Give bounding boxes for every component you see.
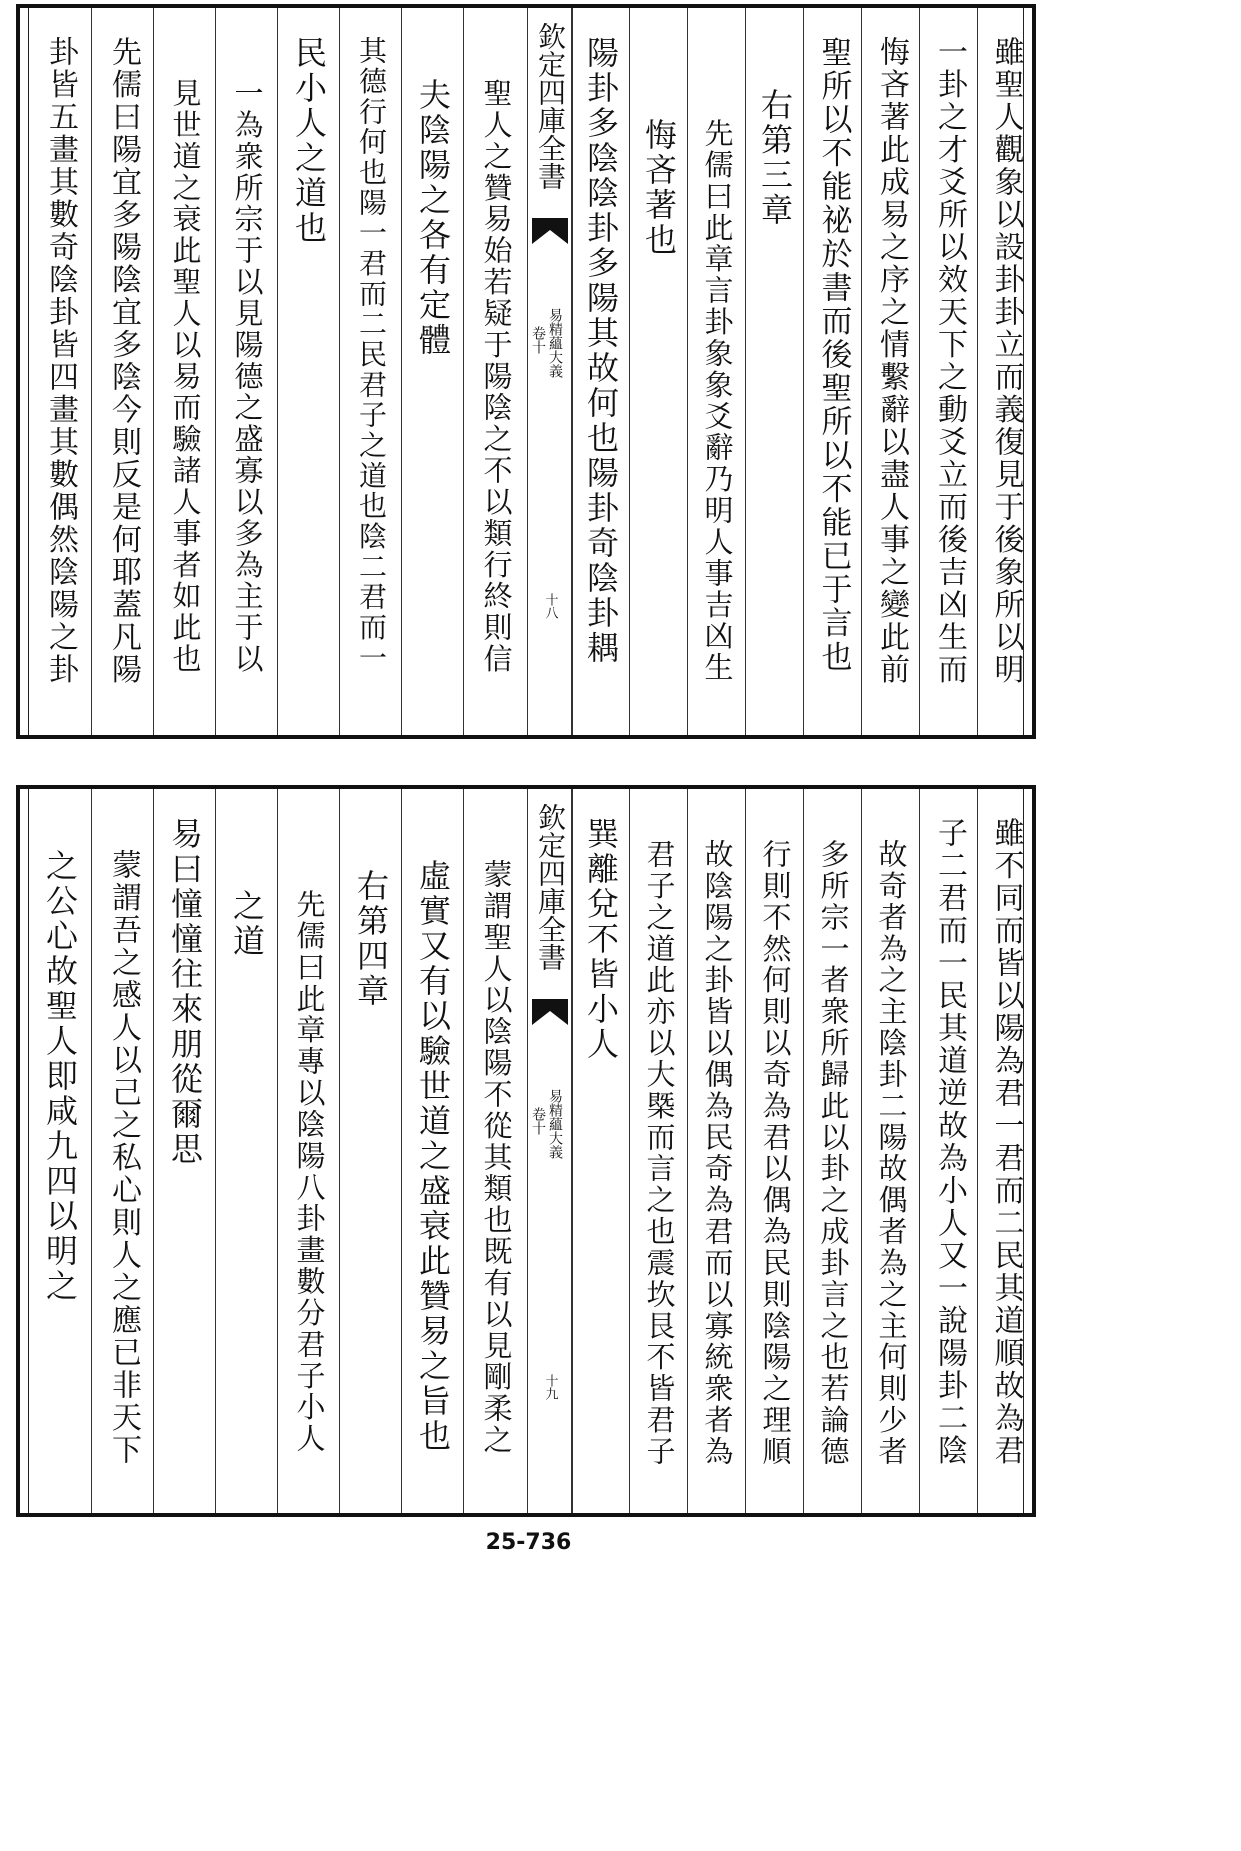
text-column [629, 789, 688, 1513]
top-page-text-frame [28, 8, 1024, 735]
text-column [463, 789, 528, 1513]
text-column [401, 8, 464, 735]
column-text: 虛實又有以驗世道之盛衰此贊易之旨也 [414, 859, 452, 1454]
column-text: 巽離兌不皆小人 [582, 817, 620, 1062]
column-text: 先儒曰此章專以陰陽八卦畫數分君子小人 [292, 889, 327, 1455]
column-text: 多所宗一者衆所歸此以卦之成卦言之也若論德 [816, 839, 851, 1468]
text-column [153, 789, 216, 1513]
text-column [401, 789, 464, 1513]
column-text: 蒙謂聖人以陰陽不從其類也既有以見剛柔之 [479, 859, 514, 1456]
center-header-strip [527, 8, 573, 735]
fish-tail-mark-icon [532, 218, 568, 244]
column-text: 聖所以不能祕於書而後聖所以不能已于言也 [815, 36, 852, 675]
text-column [571, 789, 630, 1513]
column-text: 右第三章 [756, 88, 794, 228]
column-text: 之道 [228, 889, 266, 959]
column-text: 聖人之贊易始若疑于陽陰之不以類行終則信 [479, 78, 514, 675]
text-column [571, 8, 630, 735]
column-text: 易曰憧憧往來朋從爾思 [166, 817, 204, 1167]
text-column [339, 8, 402, 735]
text-column [629, 8, 688, 735]
text-column [803, 8, 862, 735]
text-column [919, 789, 978, 1513]
column-text: 雖聖人觀象以設卦卦立而義復見于後象所以明 [988, 36, 1024, 686]
text-column [91, 8, 154, 735]
column-text: 故奇者為之主陰卦二陽故偶者為之主何則少者 [874, 839, 909, 1468]
text-column [803, 789, 862, 1513]
text-column [463, 8, 528, 735]
column-text: 先儒曰陽宜多陽陰宜多陰今則反是何耶蓋凡陽 [106, 36, 141, 686]
text-column [29, 8, 91, 735]
volume-page-reference: 25-736 [485, 1530, 572, 1555]
column-text: 卦皆五畫其數奇陰卦皆四畫其數偶然陰陽之卦 [43, 36, 78, 686]
book-series-title: 欽定四庫全書 [534, 22, 567, 190]
column-text: 蒙謂吾之感人以己之私心則人之應已非天下 [106, 849, 141, 1467]
column-text: 之公心故聖人即咸九四以明之 [41, 849, 79, 1304]
volume-number: 卷十 [530, 326, 546, 354]
column-text: 先儒曰此章言卦象象爻辭乃明人事吉凶生 [700, 118, 735, 684]
top-page [16, 4, 1036, 739]
text-column [29, 789, 91, 1513]
text-column [339, 789, 402, 1513]
column-text: 右第四章 [352, 869, 390, 1009]
column-text: 一為衆所宗于以見陽德之盛寡以多為主于以 [230, 78, 265, 675]
text-column [861, 789, 920, 1513]
text-column [745, 789, 804, 1513]
column-text: 雖不同而皆以陽為君一君而二民其道順故為君 [988, 817, 1024, 1467]
text-column [745, 8, 804, 735]
fish-tail-mark-icon [532, 999, 568, 1025]
volume-number: 卷十 [530, 1107, 546, 1135]
text-column [861, 8, 920, 735]
text-column [919, 8, 978, 735]
column-text: 君子之道此亦以大槩而言之也震坎艮不皆君子 [642, 839, 677, 1468]
leaf-number: 十九 [542, 1374, 558, 1400]
text-column [215, 8, 278, 735]
column-text: 民小人之道也 [290, 36, 328, 246]
leaf-number: 十八 [542, 593, 558, 619]
column-text: 見世道之衰此聖人以易而驗諸人事者如此也 [168, 78, 203, 675]
text-column [277, 789, 340, 1513]
text-column [277, 8, 340, 735]
bottom-page [16, 785, 1036, 1517]
book-series-title: 欽定四庫全書 [534, 803, 567, 971]
text-column [687, 789, 746, 1513]
column-text: 悔吝著此成易之序之情繫辭以盡人事之變此前 [874, 36, 909, 686]
text-column [977, 8, 1033, 735]
column-text: 其德行何也陽一君而二民君子之道也陰二君而一 [355, 36, 388, 673]
column-text: 故陰陽之卦皆以偶為民奇為君而以寡統衆者為 [700, 839, 735, 1468]
column-text: 行則不然何則以奇為君以偶為民則陰陽之理順 [758, 839, 793, 1468]
text-column [91, 789, 154, 1513]
book-title: 易精蘊大義 [547, 308, 563, 378]
center-header-strip [527, 789, 573, 1513]
text-column [977, 789, 1033, 1513]
book-title: 易精蘊大義 [547, 1089, 563, 1159]
bottom-page-text-frame [28, 789, 1024, 1513]
column-text: 夫陰陽之各有定體 [414, 78, 452, 358]
column-text: 子二君而一民其道逆故為小人又一說陽卦二陰 [932, 817, 967, 1467]
column-text: 一卦之才爻所以效天下之動爻立而後吉凶生而 [932, 36, 967, 686]
column-text: 悔吝著也 [640, 118, 678, 258]
text-column [687, 8, 746, 735]
column-text: 陽卦多陰陰卦多陽其故何也陽卦奇陰卦耦 [582, 36, 620, 666]
text-column [153, 8, 216, 735]
text-column [215, 789, 278, 1513]
